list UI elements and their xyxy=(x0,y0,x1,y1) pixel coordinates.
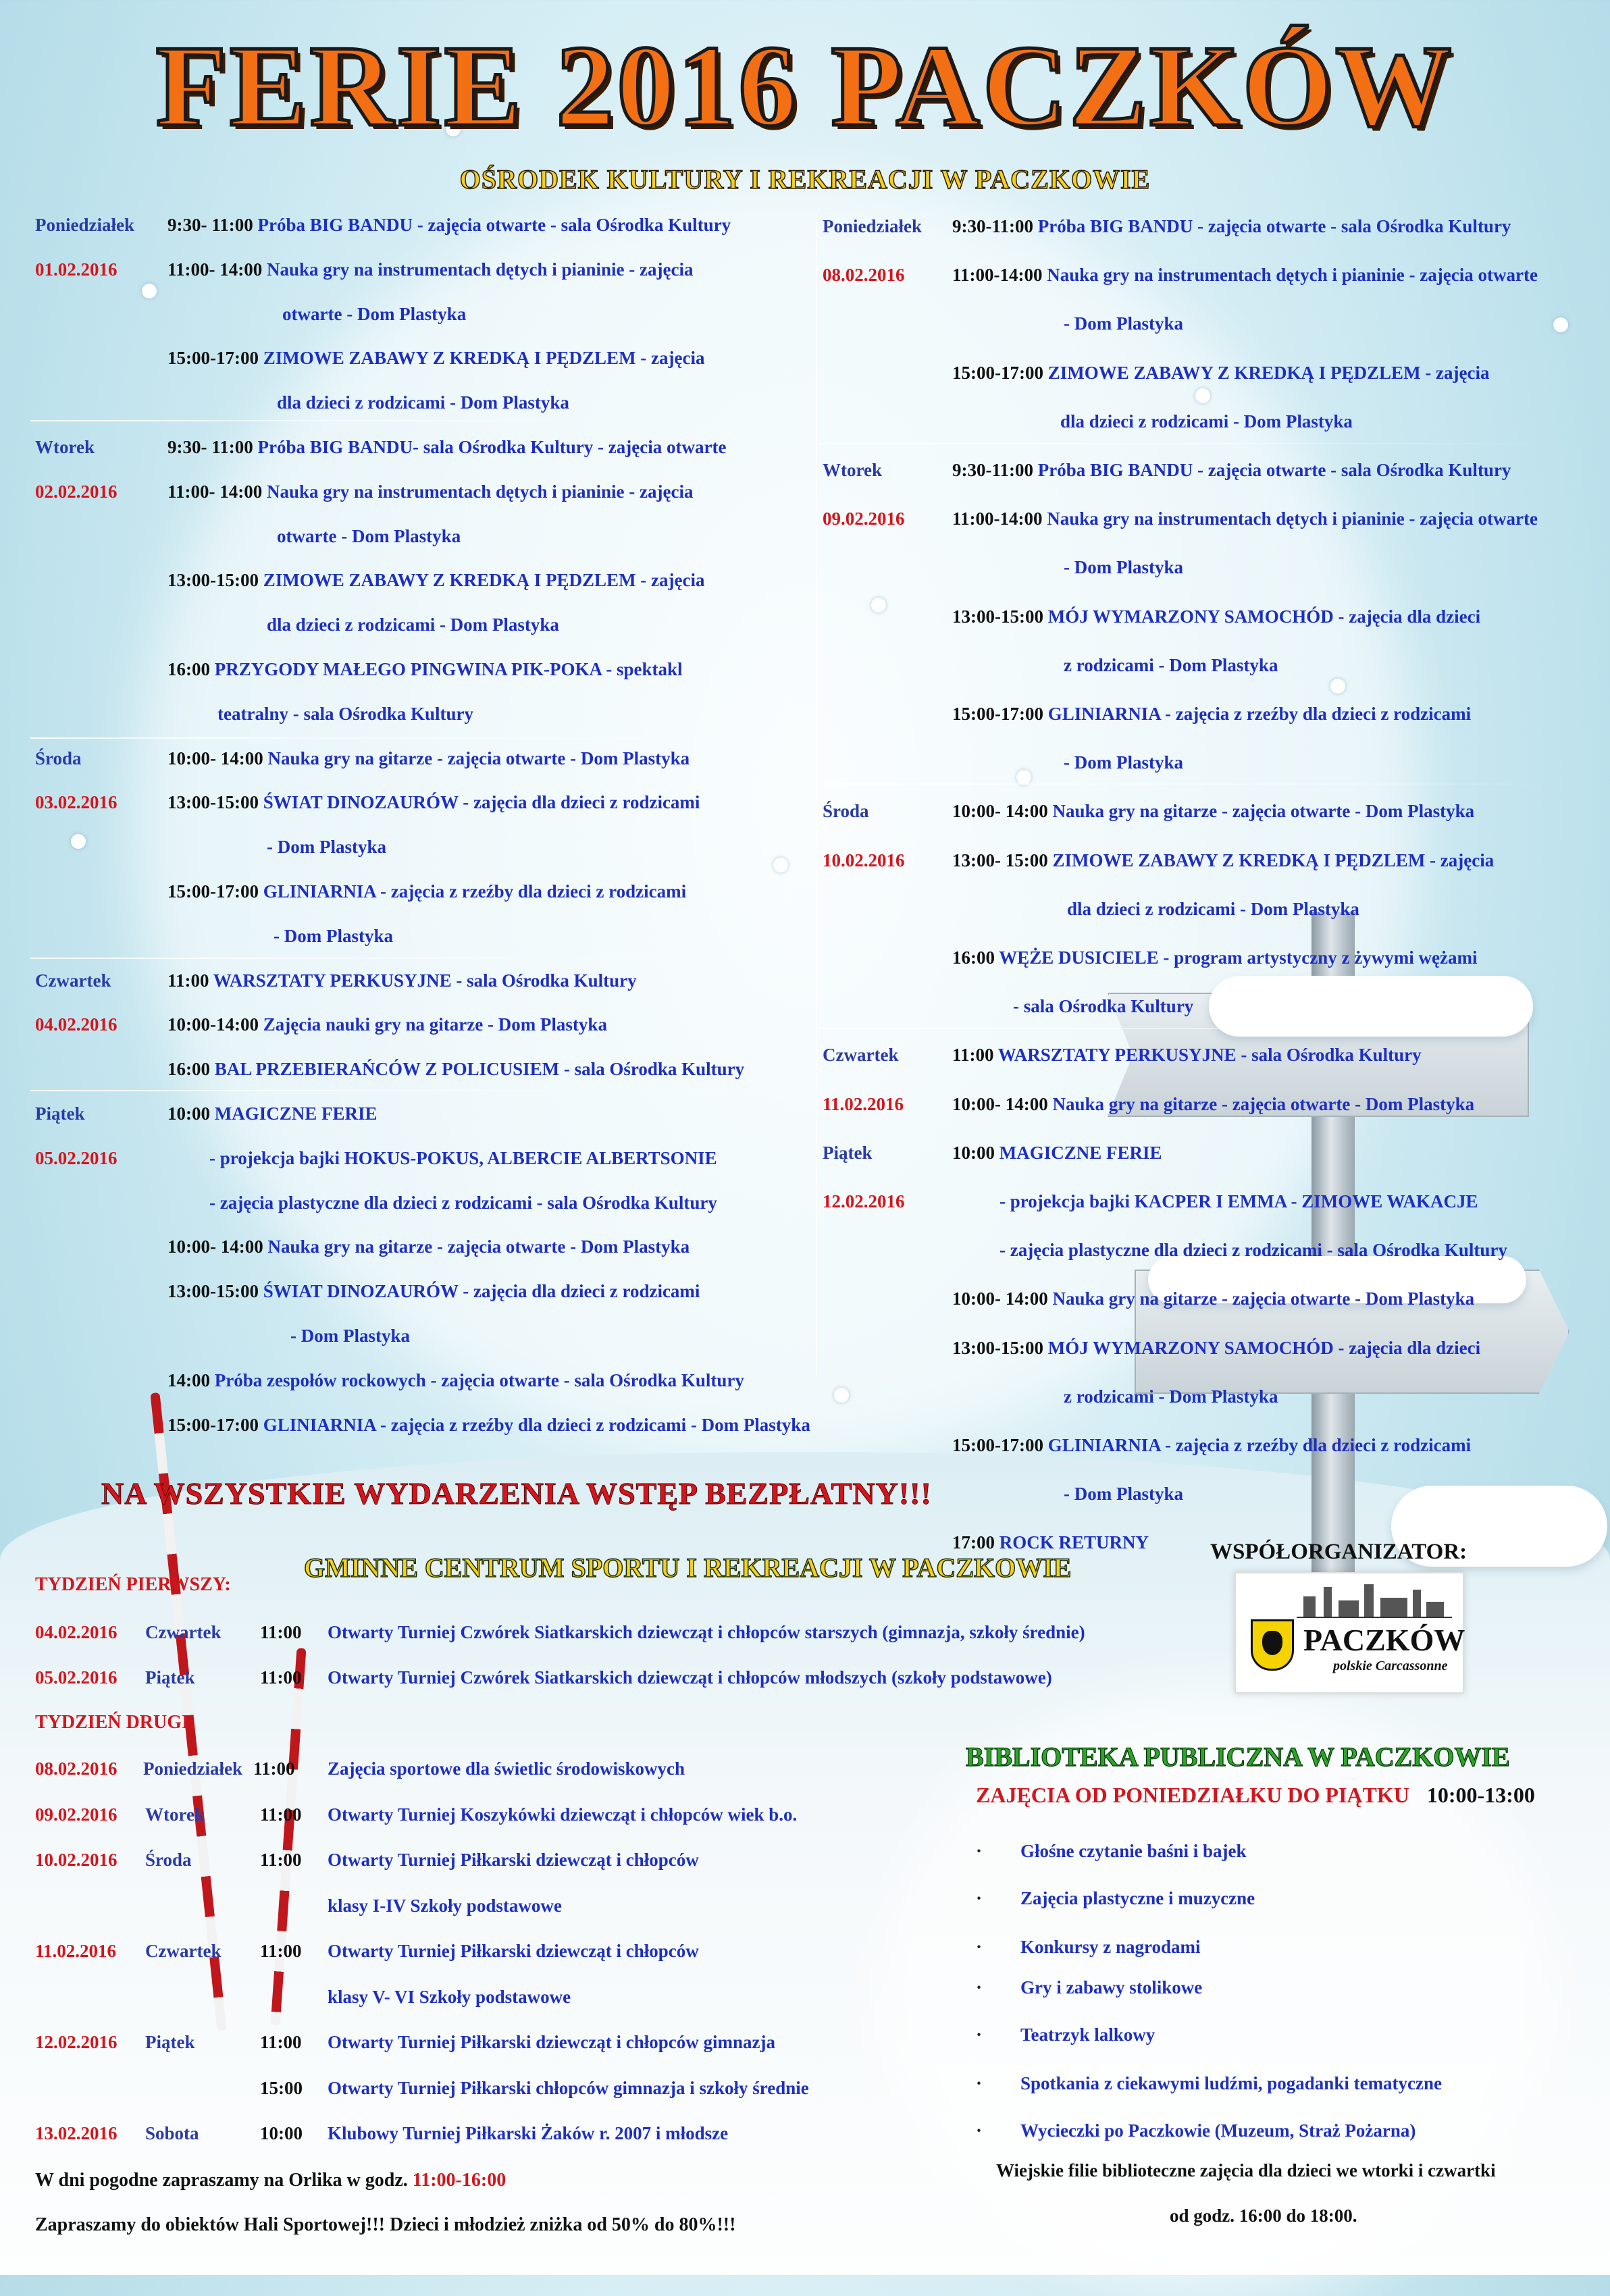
entry-description: Próba zespołów rockowych - zajęcia otwarte - sala Ośrodka Kultury xyxy=(214,1369,744,1390)
entry-time: 13:00-15:00 xyxy=(952,1337,1048,1358)
day-separator xyxy=(30,737,773,739)
sport-date: 08.02.2016 xyxy=(35,1758,118,1779)
entry-time: 14:00 xyxy=(167,1369,215,1390)
entry-description: dla dzieci z rodzicami - Dom Plastyka xyxy=(267,615,559,635)
bullet-icon: · xyxy=(976,2120,983,2141)
schedule-entry xyxy=(1013,995,1193,1018)
coorganizer-label: WSPÓŁORGANIZATOR: xyxy=(1210,1540,1468,1564)
entry-description: BAL PRZEBIERAŃCÓW Z POLICUSIEM - sala Ośrodka Kultury xyxy=(214,1059,745,1080)
sport-event: Otwarty Turniej Czwórek Siatkarskich dziewcząt i chłopców młodszych (szkoły podstawowe) xyxy=(328,1667,1052,1688)
entry-description: Nauka gry na gitarze - zajęcia otwarte - Dom Plastyka xyxy=(267,1236,690,1257)
entry-time: 13:00- 15:00 xyxy=(952,850,1053,870)
entry-description: PRZYGODY MAŁEGO PINGWINA PIK-POKA - spektakl xyxy=(214,659,683,679)
entry-description: Nauka gry na instrumentach dętych i pianinie - zajęcia otwarte xyxy=(1047,508,1538,529)
snowflake xyxy=(871,598,886,612)
entry-description: - sala Ośrodka Kultury xyxy=(1013,996,1194,1017)
entry-description: - Dom Plastyka xyxy=(1064,557,1183,578)
sport-time: 11:00 xyxy=(260,1622,302,1642)
activity-label: Wycieczki po Paczkowie (Muzeum, Straż Pożarna) xyxy=(1020,2120,1416,2141)
entry-description: otwarte - Dom Plastyka xyxy=(282,303,467,324)
date-label: 12.02.2016 xyxy=(823,1191,905,1211)
schedule-entry xyxy=(167,747,690,770)
entry-time: 15:00-17:00 xyxy=(952,704,1048,724)
entry-description: Nauka gry na instrumentach dętych i pianinie - zajęcia xyxy=(266,259,694,280)
schedule-entry xyxy=(952,1141,1162,1164)
schedule-entry xyxy=(952,361,1489,384)
sport-date: 13.02.2016 xyxy=(35,2123,118,2143)
date-label: 09.02.2016 xyxy=(823,508,905,529)
eagle-crest-icon xyxy=(1251,1619,1294,1671)
entry-time: 10:00- 14:00 xyxy=(952,1093,1053,1114)
entry-description: ZIMOWE ZABAWY Z KREDKĄ I PĘDZLEM - zajęcia xyxy=(263,570,705,591)
entry-time: 11:00- 14:00 xyxy=(167,259,267,280)
entry-description: WĘŻE DUSICIELE - program artystyczny z żywymi wężami xyxy=(999,947,1478,968)
date-label: 01.02.2016 xyxy=(35,259,118,280)
sport-time: 11:00 xyxy=(260,1850,302,1870)
entry-description: - projekcja bajki HOKUS-POKUS, ALBERCIE ALBERTSONIE xyxy=(209,1147,717,1168)
sport-day: Piątek xyxy=(145,1667,195,1688)
library-activity xyxy=(976,2120,1416,2141)
schedule-entry xyxy=(167,346,704,369)
entry-description: z rodzicami - Dom Plastyka xyxy=(1064,1386,1278,1407)
schedule-entry xyxy=(1064,312,1183,335)
sport-event: klasy I-IV Szkoły podstawowe xyxy=(328,1895,562,1916)
gcsir-heading: GMINNE CENTRUM SPORTU I REKREACJI W PACZKOWIE xyxy=(304,1553,1072,1583)
schedule-entry xyxy=(167,791,700,814)
sport-day: Środa xyxy=(145,1850,192,1870)
sport-event: Otwarty Turniej Piłkarski dziewcząt i chłopców xyxy=(328,1850,699,1870)
entry-description: MAGICZNE FERIE xyxy=(999,1142,1162,1163)
sport-time: 11:00 xyxy=(260,1804,302,1825)
entry-time: 16:00 xyxy=(952,947,999,968)
day-separator xyxy=(819,1028,1561,1029)
entry-time: 10:00- 14:00 xyxy=(952,1288,1053,1309)
schedule-entry xyxy=(167,880,686,903)
entry-description: Nauka gry na gitarze - zajęcia otwarte - Dom Plastyka xyxy=(1052,801,1475,822)
library-note-1: Wiejskie filie biblioteczne zajęcia dla dzieci we wtorki i czwartki xyxy=(996,2160,1496,2181)
entry-description: ROCK RETURNY xyxy=(999,1532,1149,1553)
schedule-entry xyxy=(167,258,693,281)
logo-name: PACZKÓW xyxy=(1303,1623,1465,1657)
sport-time: 11:00 xyxy=(253,1758,295,1779)
schedule-entry xyxy=(167,1235,690,1258)
entry-time: 10:00 xyxy=(952,1142,999,1163)
day-label: Poniedziałek xyxy=(35,215,134,235)
sport-event: Otwarty Turniej Czwórek Siatkarskich dziewcząt i chłopców starszych (gimnazja, szkoły średnie) xyxy=(328,1622,1085,1642)
entry-description: otwarte - Dom Plastyka xyxy=(277,525,461,546)
sport-time: 11:00 xyxy=(260,1667,302,1688)
sport-event: Otwarty Turniej Koszykówki dziewcząt i chłopców wiek b.o. xyxy=(328,1804,798,1825)
entry-description: Próba BIG BANDU - zajęcia otwarte - sala Ośrodka Kultury xyxy=(257,215,731,235)
schedule-entry xyxy=(952,215,1511,238)
entry-description: WARSZTATY PERKUSYJNE - sala Ośrodka Kultury xyxy=(213,970,637,991)
entry-time: 15:00-17:00 xyxy=(952,362,1048,383)
date-label: 05.02.2016 xyxy=(35,1147,118,1168)
entry-description: dla dzieci z rodzicami - Dom Plastyka xyxy=(277,392,569,413)
library-activity xyxy=(976,1888,1255,1909)
entry-description: MÓJ WYMARZONY SAMOCHÓD - zajęcia dla dzieci xyxy=(1047,606,1481,627)
schedule-entry xyxy=(952,800,1474,823)
schedule-entry xyxy=(209,1147,717,1170)
activity-label: Konkursy z nagrodami xyxy=(1020,1937,1201,1957)
free-entry-notice: NA WSZYSTKIE WYDARZENIA WSTĘP BEZPŁATNY!!! xyxy=(101,1476,932,1511)
entry-time: 15:00-17:00 xyxy=(167,348,263,369)
sport-time: 11:00 xyxy=(260,1941,302,1961)
schedule-entry xyxy=(167,436,726,459)
sport-event: klasy V- VI Szkoły podstawowe xyxy=(328,1986,571,2007)
day-label: Piątek xyxy=(823,1142,873,1163)
hall-note: Zapraszamy do obiektów Hali Sportowej!!! Dzieci i młodzież zniżka od 50% do 80%!!! xyxy=(35,2214,736,2235)
day-label: Środa xyxy=(35,748,82,768)
schedule-entry xyxy=(1067,897,1359,920)
entry-time: 9:30- 11:00 xyxy=(167,215,258,235)
schedule-entry xyxy=(167,1369,744,1392)
library-activity xyxy=(976,2073,1442,2094)
entry-description: dla dzieci z rodzicami - Dom Plastyka xyxy=(1067,898,1359,919)
entry-time: 11:00-14:00 xyxy=(952,265,1047,286)
schedule-entry xyxy=(167,1058,744,1080)
sport-date: 10.02.2016 xyxy=(35,1850,118,1870)
day-separator xyxy=(30,420,773,421)
entry-time: 9:30-11:00 xyxy=(952,216,1038,236)
entry-description: GLINIARNIA - zajęcia z rzeźby dla dzieci z rodzicami xyxy=(1047,1435,1472,1455)
entry-description: - Dom Plastyka xyxy=(1064,313,1183,334)
entry-description: Próba BIG BANDU- sala Ośrodka Kultury - zajęcia otwarte xyxy=(257,437,727,457)
entry-time: 11:00 xyxy=(167,970,213,991)
day-label: Czwartek xyxy=(35,970,111,991)
entry-time: 13:00-15:00 xyxy=(167,792,263,813)
bullet-icon: · xyxy=(976,1888,983,1908)
entry-time: 16:00 xyxy=(167,659,215,679)
paczkow-logo xyxy=(1235,1572,1464,1694)
entry-time: 13:00-15:00 xyxy=(167,1281,263,1302)
bullet-icon: · xyxy=(976,2073,983,2093)
entry-description: - projekcja bajki KACPER I EMMA - ZIMOWE WAKACJE xyxy=(999,1191,1478,1211)
snowflake xyxy=(1195,388,1210,403)
snowflake xyxy=(71,834,86,849)
entry-time: 15:00-17:00 xyxy=(167,881,263,902)
sport-date: 04.02.2016 xyxy=(35,1622,118,1642)
schedule-entry xyxy=(274,924,393,947)
sport-time: 11:00 xyxy=(260,2032,302,2052)
bullet-icon: · xyxy=(976,1937,983,1957)
sport-date: 09.02.2016 xyxy=(35,1804,118,1825)
library-note-2: od godz. 16:00 do 18:00. xyxy=(1170,2206,1357,2226)
sport-day: Sobota xyxy=(145,2123,199,2143)
schedule-entry xyxy=(999,1190,1478,1213)
entry-description: WARSZTATY PERKUSYJNE - sala Ośrodka Kultury xyxy=(997,1045,1422,1066)
logo-tagline: polskie Carcassonne xyxy=(1333,1659,1448,1673)
day-label: Wtorek xyxy=(823,460,882,480)
entry-description: GLINIARNIA - zajęcia z rzeźby dla dzieci z rodzicami - Dom Plastyka xyxy=(263,1414,810,1435)
date-label: 04.02.2016 xyxy=(35,1014,118,1035)
sport-time: 15:00 xyxy=(260,2077,303,2098)
entry-description: - Dom Plastyka xyxy=(267,837,386,858)
entry-time: 16:00 xyxy=(167,1059,215,1080)
entry-time: 11:00 xyxy=(952,1045,998,1066)
schedule-entry xyxy=(952,1093,1474,1116)
schedule-entry xyxy=(952,1434,1471,1457)
activity-label: Gry i zabawy stolikowe xyxy=(1020,1977,1203,1998)
date-label: 10.02.2016 xyxy=(823,850,905,870)
schedule-entry xyxy=(217,702,473,725)
entry-time: 10:00- 14:00 xyxy=(167,1236,268,1257)
entry-description: ZIMOWE ZABAWY Z KREDKĄ I PĘDZLEM - zajęcia xyxy=(263,348,705,369)
schedule-entry xyxy=(267,835,386,858)
entry-description: - Dom Plastyka xyxy=(274,925,393,946)
day-label: Środa xyxy=(823,801,869,822)
entry-description: MAGICZNE FERIE xyxy=(214,1103,378,1124)
schedule-entry xyxy=(952,507,1538,530)
sport-event: Klubowy Turniej Piłkarski Żaków r. 2007 i młodsze xyxy=(328,2123,729,2143)
schedule-entry xyxy=(952,702,1471,725)
schedule-entry xyxy=(167,1013,607,1036)
week2-label: TYDZIEŃ DRUGI: xyxy=(35,1712,196,1733)
schedule-entry xyxy=(277,525,461,548)
snowflake xyxy=(1553,317,1568,332)
day-label: Wtorek xyxy=(35,437,95,457)
sport-day: Wtorek xyxy=(145,1804,205,1825)
schedule-entry xyxy=(1064,1482,1183,1505)
week1-label: TYDZIEŃ PIERWSZY: xyxy=(35,1574,231,1595)
schedule-entry xyxy=(167,1280,700,1303)
schedule-entry xyxy=(1064,751,1183,774)
entry-description: ŚWIAT DINOZAURÓW - zajęcia dla dzieci z rodzicami xyxy=(263,792,700,813)
entry-description: - zajęcia plastyczne dla dzieci z rodzicami - sala Ośrodka Kultury xyxy=(209,1192,717,1213)
sport-event: Zajęcia sportowe dla świetlic środowiskowych xyxy=(328,1758,685,1779)
entry-time: 10:00- 14:00 xyxy=(952,801,1053,822)
bullet-icon: · xyxy=(976,1977,983,1998)
library-hours: 10:00-13:00 xyxy=(1426,1783,1535,1807)
schedule-entry xyxy=(167,1413,810,1436)
entry-description: dla dzieci z rodzicami - Dom Plastyka xyxy=(1060,411,1353,432)
entry-description: Próba BIG BANDU - zajęcia otwarte - sala Ośrodka Kultury xyxy=(1037,460,1511,480)
entry-description: ZIMOWE ZABAWY Z KREDKĄ I PĘDZLEM - zajęcia xyxy=(1047,362,1490,383)
snowflake xyxy=(142,284,157,298)
entry-description: teatralny - sala Ośrodka Kultury xyxy=(217,703,474,724)
schedule-entry xyxy=(952,605,1480,628)
orlik-note xyxy=(35,2169,506,2192)
entry-description: Nauka gry na instrumentach dętych i pianinie - zajęcia otwarte xyxy=(1047,265,1538,286)
entry-time: 15:00-17:00 xyxy=(167,1414,263,1435)
schedule-entry xyxy=(167,1102,378,1125)
sport-day: Poniedziałek xyxy=(143,1758,242,1779)
bullet-icon: · xyxy=(976,1841,983,1861)
snowflake xyxy=(1330,679,1345,694)
entry-description: - zajęcia plastyczne dla dzieci z rodzicami - sala Ośrodka Kultury xyxy=(999,1240,1507,1261)
entry-description: z rodzicami - Dom Plastyka xyxy=(1064,654,1278,675)
entry-description: - Dom Plastyka xyxy=(1064,1484,1183,1505)
library-hours-line xyxy=(976,1783,1535,1808)
entry-time: 10:00 xyxy=(167,1103,215,1124)
sport-event: Otwarty Turniej Piłkarski dziewcząt i chłopców xyxy=(328,1941,699,1961)
sport-day: Czwartek xyxy=(145,1941,222,1961)
schedule-entry xyxy=(282,303,466,325)
library-activity xyxy=(976,2025,1155,2045)
entry-time: 11:00- 14:00 xyxy=(167,481,267,502)
entry-time: 11:00-14:00 xyxy=(952,508,1047,529)
entry-description: Nauka gry na instrumentach dętych i pianinie - zajęcia xyxy=(266,481,694,502)
day-label: Piątek xyxy=(35,1103,85,1124)
schedule-entry xyxy=(167,658,683,681)
schedule-entry xyxy=(952,1336,1480,1359)
snowflake xyxy=(773,858,788,872)
day-label: Czwartek xyxy=(823,1045,899,1066)
entry-description: Nauka gry na gitarze - zajęcia otwarte - Dom Plastyka xyxy=(1052,1288,1475,1309)
schedule-entry xyxy=(167,480,693,503)
sport-event: Otwarty Turniej Piłkarski chłopców gimnazja i szkoły średnie xyxy=(328,2077,809,2098)
entry-description: GLINIARNIA - zajęcia z rzeźby dla dzieci z rodzicami xyxy=(263,881,687,902)
library-activity xyxy=(976,1977,1202,1998)
day-label: Poniedziałek xyxy=(823,216,922,236)
library-activity xyxy=(976,1841,1247,1862)
sport-day: Piątek xyxy=(145,2032,195,2052)
library-activity xyxy=(976,1937,1201,1958)
schedule-entry xyxy=(952,1531,1149,1554)
schedule-entry xyxy=(952,1043,1422,1066)
sport-time: 10:00 xyxy=(260,2123,303,2143)
schedule-entry xyxy=(167,213,731,236)
entry-description: Zajęcia nauki gry na gitarze - Dom Plastyka xyxy=(263,1014,607,1035)
schedule-entry xyxy=(1064,654,1278,677)
activity-label: Głośne czytanie baśni i bajek xyxy=(1020,1841,1247,1861)
schedule-entry xyxy=(1060,410,1353,433)
entry-description: - Dom Plastyka xyxy=(1064,752,1183,773)
date-label: 11.02.2016 xyxy=(823,1093,904,1114)
orlik-text: W dni pogodne zapraszamy na Orlika w godz. xyxy=(35,2170,408,2191)
activity-label: Zajęcia plastyczne i muzyczne xyxy=(1020,1888,1255,1908)
sport-date: 12.02.2016 xyxy=(35,2032,118,2052)
sport-day: Czwartek xyxy=(145,1622,222,1642)
day-separator xyxy=(30,1090,773,1091)
date-label: 02.02.2016 xyxy=(35,481,118,502)
entry-time: 10:00- 14:00 xyxy=(167,748,268,768)
town-skyline-icon xyxy=(1297,1583,1452,1618)
page-title: FERIE 2016 PACZKÓW xyxy=(155,22,1455,151)
okir-heading: OŚRODEK KULTURY I REKREACJI W PACZKOWIE xyxy=(459,164,1151,194)
library-days: ZAJĘCIA OD PONIEDZIAŁKU DO PIĄTKU xyxy=(976,1783,1409,1807)
bullet-icon: · xyxy=(976,2025,983,2045)
schedule-entry xyxy=(1064,1385,1278,1408)
sport-date: 05.02.2016 xyxy=(35,1667,118,1688)
entry-description: Nauka gry na gitarze - zajęcia otwarte - Dom Plastyka xyxy=(267,748,690,768)
schedule-entry xyxy=(952,1287,1474,1310)
schedule-entry xyxy=(167,569,704,592)
entry-description: - Dom Plastyka xyxy=(290,1326,410,1346)
schedule-entry xyxy=(952,946,1477,969)
schedule-entry xyxy=(999,1238,1507,1261)
schedule-entry xyxy=(1064,556,1183,579)
sport-event: Otwarty Turniej Piłkarski dziewcząt i chłopców gimnazja xyxy=(328,2032,775,2052)
entry-time: 13:00-15:00 xyxy=(167,570,263,591)
entry-time: 10:00-14:00 xyxy=(167,1014,263,1035)
entry-description: GLINIARNIA - zajęcia z rzeźby dla dzieci z rodzicami xyxy=(1047,704,1472,724)
schedule-entry xyxy=(952,459,1511,481)
day-separator xyxy=(30,958,773,959)
entry-time: 17:00 xyxy=(952,1532,999,1553)
snowflake xyxy=(1016,770,1031,785)
snowflake xyxy=(834,1388,849,1403)
entry-time: 9:30- 11:00 xyxy=(167,437,258,457)
entry-description: Nauka gry na gitarze - zajęcia otwarte - Dom Plastyka xyxy=(1052,1093,1475,1114)
entry-description: ZIMOWE ZABAWY Z KREDKĄ I PĘDZLEM - zajęcia xyxy=(1052,850,1495,870)
activity-label: Teatrzyk lalkowy xyxy=(1020,2025,1155,2045)
activity-label: Spotkania z ciekawymi ludźmi, pogadanki tematyczne xyxy=(1020,2073,1443,2093)
entry-time: 13:00-15:00 xyxy=(952,606,1048,627)
entry-time: 9:30-11:00 xyxy=(952,460,1038,480)
schedule-entry xyxy=(209,1191,717,1214)
entry-time: 15:00-17:00 xyxy=(952,1435,1048,1455)
sport-date: 11.02.2016 xyxy=(35,1941,117,1961)
schedule-entry xyxy=(290,1324,410,1347)
schedule-entry xyxy=(952,849,1494,872)
schedule-entry xyxy=(277,391,569,414)
library-heading: BIBLIOTEKA PUBLICZNA W PACZKOWIE xyxy=(966,1742,1510,1772)
entry-description: Próba BIG BANDU - zajęcia otwarte - sala Ośrodka Kultury xyxy=(1037,216,1511,236)
schedule-entry xyxy=(267,613,559,636)
day-separator xyxy=(819,443,1561,444)
entry-description: ŚWIAT DINOZAURÓW - zajęcia dla dzieci z rodzicami xyxy=(263,1281,700,1302)
column-divider xyxy=(816,213,817,1374)
date-label: 03.02.2016 xyxy=(35,792,118,813)
day-separator xyxy=(819,783,1561,785)
entry-description: MÓJ WYMARZONY SAMOCHÓD - zajęcia dla dzieci xyxy=(1047,1337,1481,1358)
date-label: 08.02.2016 xyxy=(823,265,905,286)
schedule-entry xyxy=(167,969,637,992)
schedule-entry xyxy=(952,263,1538,286)
orlik-hours: 11:00-16:00 xyxy=(412,2170,507,2191)
